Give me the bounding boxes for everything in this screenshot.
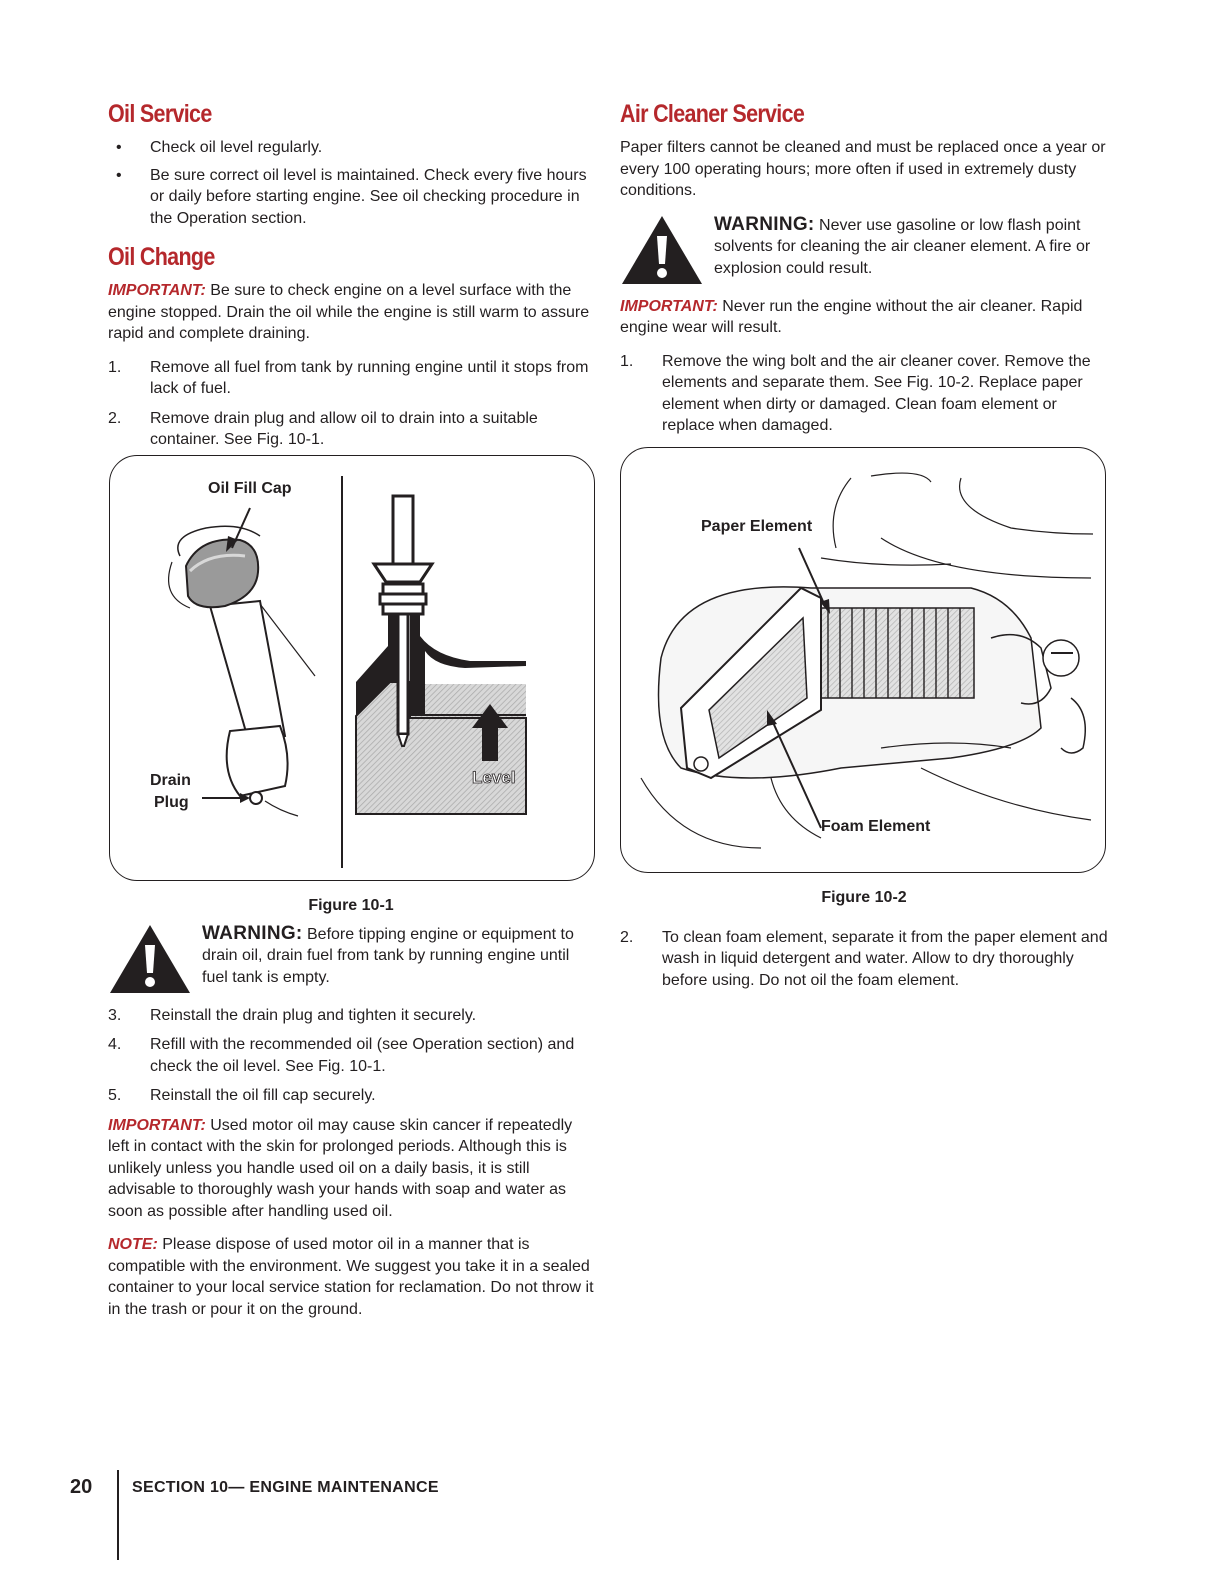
oil-fill-cap-label: Oil Fill Cap bbox=[208, 479, 292, 497]
step-number: 5. bbox=[108, 1087, 122, 1104]
oil-fill-illustration bbox=[110, 456, 594, 880]
bullet-marker: • bbox=[116, 139, 122, 156]
plug-label: Plug bbox=[154, 793, 189, 811]
important-label: IMPORTANT: bbox=[108, 1116, 206, 1134]
right-column bbox=[620, 100, 1108, 999]
oil-service-bullets bbox=[108, 137, 594, 229]
air-cleaner-heading: Air Cleaner Service bbox=[620, 100, 805, 128]
step-text: Remove all fuel from tank by running engine until it stops from lack of fuel. bbox=[150, 358, 589, 397]
foam-element-label: Foam Element bbox=[821, 817, 931, 835]
step-number: 2. bbox=[108, 409, 122, 427]
step-text: Remove drain plug and allow oil to drain into a suitable container. See Fig. 10-1. bbox=[150, 409, 538, 448]
list-item bbox=[108, 1034, 594, 1077]
step-number: 4. bbox=[108, 1036, 122, 1053]
warning-text: Before tipping engine or equipment to drain oil, drain fuel from tank by running engine until fuel tank is empty. bbox=[202, 925, 574, 986]
note-text: Please dispose of used motor oil in a manner that is compatible with the environment. We suggest you take it in a sealed container to your local service station for reclamation. Do not throw it in the trash or pour it on the ground. bbox=[108, 1236, 594, 1318]
figure-10-1 bbox=[109, 455, 595, 881]
air-cleaner-steps-a bbox=[620, 351, 1108, 437]
step-text: Remove the wing bolt and the air cleaner cover. Remove the elements and separate them. See Fig. 10-2. Replace paper element when dirty or damaged. Clean foam element or replace when damaged. bbox=[662, 352, 1091, 434]
important-text: Never run the engine without the air cleaner. Rapid engine wear will result. bbox=[620, 297, 1083, 336]
list-item bbox=[108, 408, 594, 451]
list-item bbox=[108, 1085, 594, 1107]
step-number: 1. bbox=[108, 358, 122, 376]
bullet-text: Be sure correct oil level is maintained. Check every five hours or daily before starting engine. See oil checking procedure in the Operation section. bbox=[150, 166, 587, 227]
step-text: Refill with the recommended oil (see Operation section) and check the oil level. See Fig. 10-1. bbox=[150, 1036, 575, 1075]
warning-text: Never use gasoline or low flash point solvents for cleaning the air cleaner element. A fire or explosion could result. bbox=[714, 216, 1091, 277]
oil-change-steps-b bbox=[108, 1005, 594, 1107]
important-paragraph bbox=[108, 1115, 594, 1223]
drain-label: Drain bbox=[150, 771, 191, 789]
list-item bbox=[108, 357, 594, 400]
oil-change-steps-a bbox=[108, 357, 594, 451]
oil-change-heading: Oil Change bbox=[108, 243, 215, 271]
warning-triangle-icon bbox=[108, 923, 192, 995]
oil-service-heading: Oil Service bbox=[108, 100, 212, 128]
list-item bbox=[620, 351, 1108, 437]
important-label: IMPORTANT: bbox=[108, 282, 206, 299]
warning-label: WARNING: bbox=[714, 213, 815, 235]
page-number: 20 bbox=[70, 1476, 93, 1498]
footer-divider bbox=[117, 1470, 119, 1560]
warning-triangle-icon bbox=[620, 214, 704, 286]
list-item bbox=[620, 927, 1108, 992]
air-cleaner-illustration bbox=[621, 448, 1105, 872]
list-item bbox=[108, 1005, 594, 1027]
warning-block bbox=[108, 923, 594, 993]
left-column bbox=[108, 100, 594, 1332]
step-text: To clean foam element, separate it from the paper element and wash in liquid detergent and water. Allow to dry thoroughly before using. Do not oil the foam element. bbox=[662, 928, 1108, 989]
section-title: SECTION 10— ENGINE MAINTENANCE bbox=[132, 1479, 439, 1496]
list-item bbox=[108, 165, 594, 230]
step-number: 1. bbox=[620, 352, 634, 370]
note-paragraph bbox=[108, 1234, 594, 1320]
step-number: 2. bbox=[620, 928, 634, 946]
warning-block bbox=[620, 214, 1108, 284]
figure-10-2-caption: Figure 10-2 bbox=[821, 888, 907, 906]
important-label: IMPORTANT: bbox=[620, 297, 718, 315]
figure-10-2 bbox=[620, 447, 1106, 873]
important-text: Used motor oil may cause skin cancer if repeatedly left in contact with the skin for prolonged periods. Although this is unlikely unless you handle used oil on a daily basis, it is still advisable to thoroughly wash your hands with soap and water as soon as possible after handling used oil. bbox=[108, 1116, 573, 1220]
air-cleaner-intro: Paper filters cannot be cleaned and must be replaced once a year or every 100 operating hours; more often if used in extremely dusty conditions. bbox=[620, 139, 1106, 199]
bullet-text: Check oil level regularly. bbox=[150, 139, 323, 156]
warning-label: WARNING: bbox=[202, 922, 303, 944]
bullet-marker: • bbox=[116, 166, 122, 184]
step-text: Reinstall the oil fill cap securely. bbox=[150, 1087, 376, 1104]
level-label: Level bbox=[472, 767, 516, 787]
step-number: 3. bbox=[108, 1006, 122, 1024]
list-item bbox=[108, 137, 594, 159]
air-cleaner-steps-b bbox=[620, 927, 1108, 992]
note-label: NOTE: bbox=[108, 1236, 158, 1253]
figure-10-1-caption: Figure 10-1 bbox=[308, 896, 394, 914]
important-text: Be sure to check engine on a level surface with the engine stopped. Drain the oil while the engine is still warm to assure rapid and complete draining. bbox=[108, 282, 590, 342]
paper-element-label: Paper Element bbox=[701, 517, 813, 535]
step-text: Reinstall the drain plug and tighten it securely. bbox=[150, 1006, 477, 1024]
important-paragraph bbox=[108, 280, 594, 345]
important-paragraph bbox=[620, 296, 1108, 339]
